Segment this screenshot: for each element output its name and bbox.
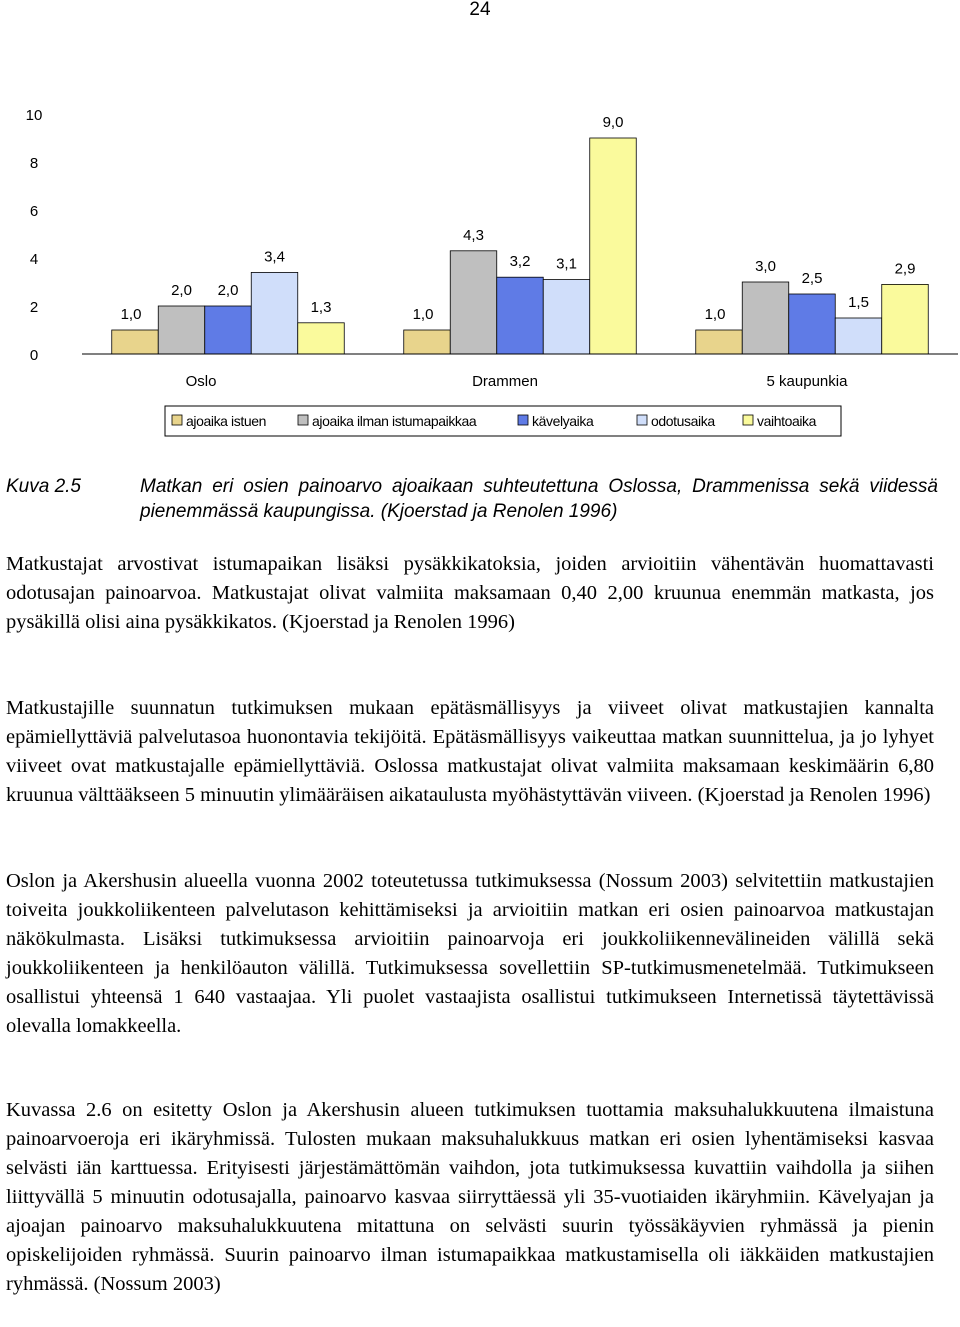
y-tick-label: 0 [29,347,39,364]
bar-value-label: 1,0 [412,306,434,323]
legend-swatch [637,415,647,425]
legend-label: ajoaika ilman istumapaikkaa [312,413,477,429]
bar-value-label: 1,0 [120,306,142,323]
bar [404,330,451,354]
bar-value-label: 1,0 [704,306,726,323]
bar-value-label: 2,5 [801,270,823,287]
bar [205,306,252,354]
bar [882,284,929,354]
bar-value-label: 2,0 [217,282,239,299]
x-tick-label: Drammen [472,373,538,390]
paragraph: Matkustajat arvostivat istumapaikan lisäksi pysäkkikatoksia, joiden arvioitiin vähentävän huomattavasti odotusajan painoarvoa. Matkustajat olivat valmiita maksamaan 0,40 2,00 kruunua enemmän matkasta, jos pysäkillä olisi aina pysäkkikatos. (Kjoerstad ja Renolen 1996) [6,553,934,633]
x-tick-label: Oslo [185,373,217,390]
y-tick-label: 6 [29,203,39,220]
bar-value-label: 3,2 [509,253,531,271]
bar [298,323,345,354]
caption-label: Kuva 2.5 [6,476,81,497]
chart-legend [165,406,841,436]
bar-value-label: 1,5 [848,294,869,311]
bar [497,277,544,354]
bar [835,318,882,354]
legend-swatch [172,415,182,425]
bar-value-label: 2,0 [171,282,192,299]
bar-value-label: 4,3 [463,226,484,244]
bar [590,138,637,354]
legend-swatch [298,415,308,425]
y-tick-label: 10 [25,107,43,124]
legend-label: odotusaika [651,413,715,429]
bar [696,330,743,354]
paragraph: Oslon ja Akershusin alueella vuonna 2002 toteutetussa tutkimuksessa (Nossum 2003) selvitettiin matkustajien toiveita joukkoliikenteen palvelutason kehittämiseksi ja arvioitiin matkan eri osien painoarvoa matkustajan näkökulmasta. Lisäksi tutkimuksessa arvioitiin painoarvoja eri joukkoliikennevälineiden välillä sekä joukkoliikenteen ja henkilöauton välillä. Tutkimuksessa sovellettiin SP-tutkimusmenetelmää. Tutkimukseen osallistui yhteensä 1 640 vastaajaa. Yli puolet vastaajista osallistui tutkimukseen Internetissä täytettävissä olevalla lomakkeella. [6,870,934,1037]
legend-box [165,406,841,436]
y-tick-label: 2 [29,299,39,316]
bar-chart [0,92,960,442]
legend-swatch [743,415,753,425]
bar [112,330,159,354]
legend-swatch [518,415,528,425]
bar [742,282,789,354]
bar [158,306,205,354]
y-axis-ticks [26,107,43,364]
bar [450,251,497,354]
legend-label: ajoaika istuen [186,413,267,429]
y-tick-label: 8 [29,155,39,172]
page-number: 24 [469,0,491,20]
bar-value-label: 3,4 [264,248,285,266]
bar [543,280,590,354]
x-tick-label: 5 kaupunkia [766,373,848,390]
bar [251,272,298,354]
paragraph: Matkustajille suunnatun tutkimuksen mukaan epätäsmällisyys ja viiveet olivat matkustajien kannalta epämiellyttäviä palvelutasoa huonontavia tekijöitä. Epätäsmällisyys vaikeuttaa matkan suunnittelua, ja jo lyhyet viiveet ovat matkustajalle epämiellyttäviä. Oslossa matkustajat olivat valmiita maksamaan keskimäärin 6,80 kruunua välttääkseen 5 minuutin ylimääräisen aikataulusta myöhästyttävän viiveen. (Kjoerstad ja Renolen 1996) [6,697,934,806]
legend-label: kävelyaika [532,413,594,429]
legend-label: vaihtoaika [757,413,817,429]
figure-caption [6,474,938,524]
x-axis-labels [186,373,849,390]
y-tick-label: 4 [29,251,39,268]
bar [789,294,836,354]
bar-value-label: 2,9 [894,260,916,278]
paragraph: Kuvassa 2.6 on esitetty Oslon ja Akershusin alueen tutkimuksen tuottamia maksuhalukkuutena ilmaistuna painoarvoeroja eri ikäryhmissä. Tulosten mukaan maksuhalukkuus matkan eri osien lyhentämiseksi kasvaa selvästi iän karttuessa. Erityisesti järjestämättömän vaihdon, jota tutkimuksessa kuvattiin vaihdolla ja siihen liittyvällä 5 minuutin odotusajalla, painoarvo kasvaa siirryttäessä yli 35-vuotiaiden ikäryhmiin. Kävelyajan ja ajoajan painoarvo maksuhalukkuutena mitattuna on selvästi suurin työssäkäyvien ryhmässä ja pienin opiskelijoiden ryhmässä. Suurin painoarvo ilman istumapaikkaa matkustamisella oli iäkkäiden matkustajien ryhmässä. (Nossum 2003) [6,1099,934,1295]
bar-value-label: 1,3 [310,298,332,316]
chart-bars [112,138,929,354]
bar-value-label: 3,1 [556,255,577,273]
bar-value-label: 3,0 [755,258,776,275]
bar-value-label: 9,0 [602,114,624,131]
caption-text: Matkan eri osien painoarvo ajoaikaan suhteutettuna Oslossa, Drammenissa sekä viidessä pienemmässä kaupungissa. (Kjoerstad ja Renolen 1996) [140,476,938,522]
